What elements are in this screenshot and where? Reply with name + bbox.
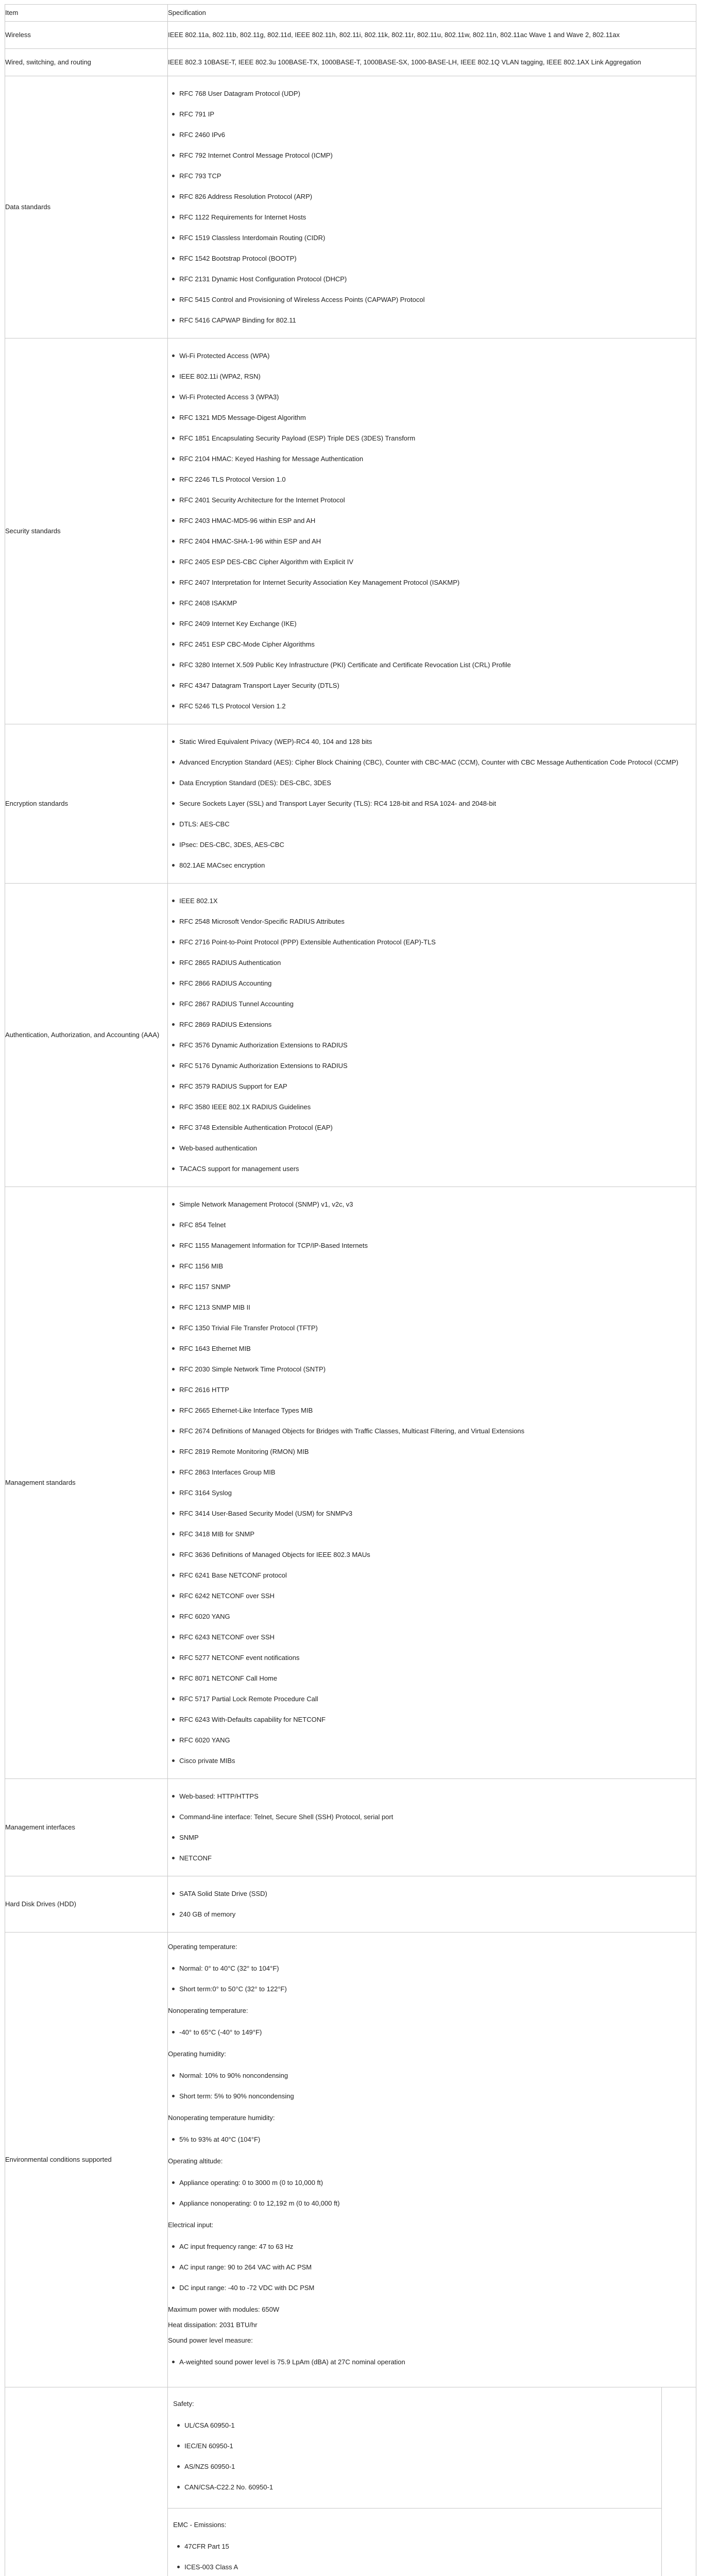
list-item: RFC 2866 RADIUS Accounting: [179, 973, 696, 994]
list-item: Command-line interface: Telnet, Secure Shell (SSH) Protocol, serial port: [179, 1807, 696, 1827]
condition-heading: Maximum power with modules: 650W: [168, 2306, 280, 2313]
list-item: RFC 2104 HMAC: Keyed Hashing for Message Authentication: [179, 449, 696, 469]
list-item: UL/CSA 60950-1: [184, 2415, 656, 2436]
list-item: RFC 3576 Dynamic Authorization Extensions to RADIUS: [179, 1035, 696, 1056]
spec-value: [168, 1779, 696, 1876]
list-item: RFC 6243 With-Defaults capability for NETCONF: [179, 1709, 696, 1730]
list-item: RFC 5717 Partial Lock Remote Procedure Call: [179, 1689, 696, 1709]
list-item: RFC 2460 IPv6: [179, 125, 696, 145]
list-item: RFC 2409 Internet Key Exchange (IKE): [179, 614, 696, 634]
bullet-list: [184, 2415, 656, 2498]
list-item: Cisco private MIBs: [179, 1751, 696, 1771]
list-item: RFC 2665 Ethernet-Like Interface Types MIB: [179, 1400, 696, 1421]
list-item: RFC 3414 User-Based Security Model (USM) for SNMPv3: [179, 1503, 696, 1524]
list-item: RFC 2716 Point-to-Point Protocol (PPP) Extensible Authentication Protocol (EAP)-TLS: [179, 932, 696, 953]
table-header-row: [5, 5, 696, 22]
compliance-group: [168, 2387, 661, 2509]
list-item: RFC 6242 NETCONF over SSH: [179, 1586, 696, 1606]
spec-value: [168, 724, 696, 884]
list-item: RFC 2863 Interfaces Group MIB: [179, 1462, 696, 1483]
spec-label: Management standards: [5, 1187, 168, 1779]
list-item: RFC 4347 Datagram Transport Layer Security (DTLS): [179, 675, 696, 696]
bullet-list: [179, 83, 696, 331]
bullet-list: [179, 2022, 696, 2043]
compliance-heading: Safety:: [173, 2400, 194, 2408]
list-item: Static Wired Equivalent Privacy (WEP)-RC4 40, 104 and 128 bits: [179, 732, 696, 752]
list-item: 5% to 93% at 40°C (104°F): [179, 2129, 696, 2150]
list-item: RFC 1321 MD5 Message-Digest Algorithm: [179, 408, 696, 428]
spec-value: [168, 1933, 696, 2387]
list-item: RFC 3418 MIB for SNMP: [179, 1524, 696, 1545]
bullet-list: [179, 2173, 696, 2214]
bullet-list: [179, 1884, 696, 1925]
bullet-list: [179, 346, 696, 717]
condition-heading: Nonoperating temperature:: [168, 2007, 248, 2014]
list-item: RFC 1157 SNMP: [179, 1277, 696, 1297]
bullet-list: [179, 732, 696, 876]
list-item: RFC 3748 Extensible Authentication Protocol (EAP): [179, 1117, 696, 1138]
list-item: RFC 3280 Internet X.509 Public Key Infrastructure (PKI) Certificate and Certificate Revocation List (CRL) Profile: [179, 655, 696, 675]
list-item: RFC 6020 YANG: [179, 1606, 696, 1627]
spec-row-regulatory: [5, 2387, 696, 2576]
list-item: RFC 2865 RADIUS Authentication: [179, 953, 696, 973]
bullet-list: [179, 1194, 696, 1771]
list-item: RFC 3636 Definitions of Managed Objects for IEEE 802.3 MAUs: [179, 1545, 696, 1565]
condition-heading: Nonoperating temperature humidity:: [168, 2114, 275, 2122]
spec-label: Hard Disk Drives (HDD): [5, 1876, 168, 1933]
list-item: RFC 791 IP: [179, 104, 696, 125]
list-item: RFC 2030 Simple Network Time Protocol (SNTP): [179, 1359, 696, 1380]
spec-value: [168, 2387, 662, 2576]
bullet-list: [179, 1958, 696, 1999]
spec-row-management-interfaces: [5, 1779, 696, 1876]
spec-text: IEEE 802.11a, 802.11b, 802.11g, 802.11d, IEEE 802.11h, 802.11i, 802.11k, 802.11r, 802.11u, 802.11w, 802.11n, 802.11ac Wave 1 and Wave 2, 802.11ax: [168, 31, 620, 39]
list-item: Short term:0° to 50°C (32° to 122°F): [179, 1979, 696, 1999]
list-item: RFC 2408 ISAKMP: [179, 593, 696, 614]
bullet-list: [179, 2129, 696, 2150]
spec-value: [168, 338, 696, 724]
list-item: Appliance operating: 0 to 3000 m (0 to 10,000 ft): [179, 2173, 696, 2193]
list-item: Normal: 0° to 40°C (32° to 104°F): [179, 1958, 696, 1979]
list-item: DC input range: -40 to -72 VDC with DC PSM: [179, 2278, 696, 2298]
spec-row-environment: [5, 1933, 696, 2387]
specifications-table: [5, 4, 696, 2576]
list-item: 802.1AE MACsec encryption: [179, 855, 696, 876]
spec-row-data-standards: [5, 76, 696, 338]
list-item: Web-based: HTTP/HTTPS: [179, 1786, 696, 1807]
list-item: RFC 1519 Classless Interdomain Routing (CIDR): [179, 228, 696, 248]
list-item: RFC 1156 MIB: [179, 1256, 696, 1277]
header-specification: Specification: [168, 5, 696, 22]
list-item: RFC 793 TCP: [179, 166, 696, 187]
list-item: RFC 2404 HMAC-SHA-1-96 within ESP and AH: [179, 531, 696, 552]
list-item: NETCONF: [179, 1848, 696, 1869]
list-item: ICES-003 Class A: [184, 2557, 656, 2576]
list-item: Normal: 10% to 90% noncondensing: [179, 2065, 696, 2086]
list-item: RFC 5176 Dynamic Authorization Extensions to RADIUS: [179, 1056, 696, 1076]
list-item: Appliance nonoperating: 0 to 12,192 m (0 to 40,000 ft): [179, 2193, 696, 2214]
list-item: RFC 1155 Management Information for TCP/IP-Based Internets: [179, 1235, 696, 1256]
list-item: RFC 2616 HTTP: [179, 1380, 696, 1400]
compliance-group: [168, 2509, 661, 2576]
list-item: RFC 1122 Requirements for Internet Hosts: [179, 207, 696, 228]
list-item: AC input range: 90 to 264 VAC with AC PSM: [179, 2257, 696, 2278]
condition-heading: Heat dissipation: 2031 BTU/hr: [168, 2321, 258, 2329]
list-item: RFC 5277 NETCONF event notifications: [179, 1648, 696, 1668]
list-item: Secure Sockets Layer (SSL) and Transport Layer Security (TLS): RC4 128-bit and RSA 1024- and 2048-bit: [179, 793, 696, 814]
list-item: RFC 2403 HMAC-MD5-96 within ESP and AH: [179, 511, 696, 531]
spec-value: [168, 76, 696, 338]
bullet-list: [184, 2536, 656, 2576]
list-item: Web-based authentication: [179, 1138, 696, 1159]
list-item: RFC 2131 Dynamic Host Configuration Protocol (DHCP): [179, 269, 696, 290]
list-item: IEEE 802.1X: [179, 891, 696, 911]
condition-heading: Electrical input:: [168, 2221, 214, 2229]
list-item: RFC 1542 Bootstrap Protocol (BOOTP): [179, 248, 696, 269]
spec-row-aaa: [5, 884, 696, 1187]
list-item: RFC 2246 TLS Protocol Version 1.0: [179, 469, 696, 490]
list-item: RFC 854 Telnet: [179, 1215, 696, 1235]
list-item: RFC 826 Address Resolution Protocol (ARP): [179, 187, 696, 207]
list-item: AS/NZS 60950-1: [184, 2456, 656, 2477]
spec-label: Wireless: [5, 22, 168, 49]
spec-value: [168, 1876, 696, 1933]
list-item: RFC 2674 Definitions of Managed Objects for Bridges with Traffic Classes, Multicast Filtering, and Virtual Extensions: [179, 1421, 696, 1442]
spec-row-hdd: [5, 1876, 696, 1933]
spec-label: Wired, switching, and routing: [5, 49, 168, 76]
list-item: RFC 5415 Control and Provisioning of Wireless Access Points (CAPWAP) Protocol: [179, 290, 696, 310]
list-item: TACACS support for management users: [179, 1159, 696, 1179]
list-item: RFC 2405 ESP DES-CBC Cipher Algorithm with Explicit IV: [179, 552, 696, 572]
list-item: CAN/CSA-C22.2 No. 60950-1: [184, 2477, 656, 2498]
list-item: Data Encryption Standard (DES): DES-CBC, 3DES: [179, 773, 696, 793]
bullet-list: [179, 2236, 696, 2298]
condition-heading: Operating humidity:: [168, 2050, 226, 2058]
spec-label: Data standards: [5, 76, 168, 338]
spec-label: Environmental conditions supported: [5, 1933, 168, 2387]
list-item: -40° to 65°C (-40° to 149°F): [179, 2022, 696, 2043]
list-item: Simple Network Management Protocol (SNMP) v1, v2c, v3: [179, 1194, 696, 1215]
compliance-heading: EMC - Emissions:: [173, 2521, 227, 2529]
list-item: RFC 2819 Remote Monitoring (RMON) MIB: [179, 1442, 696, 1462]
list-item: RFC 2407 Interpretation for Internet Security Association Key Management Protocol (ISAKMP): [179, 572, 696, 593]
list-item: RFC 2869 RADIUS Extensions: [179, 1014, 696, 1035]
spec-label: Encryption standards: [5, 724, 168, 884]
list-item: RFC 792 Internet Control Message Protocol (ICMP): [179, 145, 696, 166]
bullet-list: [179, 2065, 696, 2107]
bullet-list: [179, 2352, 696, 2372]
list-item: Wi-Fi Protected Access 3 (WPA3): [179, 387, 696, 408]
list-item: Wi-Fi Protected Access (WPA): [179, 346, 696, 366]
header-item: Item: [5, 5, 168, 22]
environment-blocks: [168, 1933, 696, 2387]
list-item: Short term: 5% to 90% noncondensing: [179, 2086, 696, 2107]
list-item: RFC 2867 RADIUS Tunnel Accounting: [179, 994, 696, 1014]
list-item: RFC 1213 SNMP MIB II: [179, 1297, 696, 1318]
spec-value: [168, 22, 696, 49]
list-item: RFC 2451 ESP CBC-Mode Cipher Algorithms: [179, 634, 696, 655]
list-item: IEC/EN 60950-1: [184, 2436, 656, 2456]
spec-row-wired: [5, 49, 696, 76]
list-item: 240 GB of memory: [179, 1904, 696, 1925]
list-item: IPsec: DES-CBC, 3DES, AES-CBC: [179, 835, 696, 855]
spec-label: Security standards: [5, 338, 168, 724]
condition-heading: Operating temperature:: [168, 1943, 237, 1951]
spec-value: [168, 1187, 696, 1779]
list-item: A-weighted sound power level is 75.9 LpAm (dBA) at 27C nominal operation: [179, 2352, 696, 2372]
list-item: SNMP: [179, 1827, 696, 1848]
condition-heading: Operating altitude:: [168, 2157, 223, 2165]
spec-value: [168, 49, 696, 76]
list-item: AC input frequency range: 47 to 63 Hz: [179, 2236, 696, 2257]
list-item: 47CFR Part 15: [184, 2536, 656, 2557]
list-item: RFC 5246 TLS Protocol Version 1.2: [179, 696, 696, 717]
list-item: RFC 3164 Syslog: [179, 1483, 696, 1503]
list-item: DTLS: AES-CBC: [179, 814, 696, 835]
spec-label: Authentication, Authorization, and Accounting (AAA): [5, 884, 168, 1187]
condition-heading: Sound power level measure:: [168, 2336, 253, 2344]
list-item: RFC 5416 CAPWAP Binding for 802.11: [179, 310, 696, 331]
spec-label: Management interfaces: [5, 1779, 168, 1876]
list-item: RFC 1643 Ethernet MIB: [179, 1338, 696, 1359]
list-item: RFC 6020 YANG: [179, 1730, 696, 1751]
list-item: IEEE 802.11i (WPA2, RSN): [179, 366, 696, 387]
spec-text: IEEE 802.3 10BASE-T, IEEE 802.3u 100BASE-TX, 1000BASE-T, 1000BASE-SX, 1000-BASE-LH, IEEE 802.1Q VLAN tagging, IEEE 802.1AX Link Aggregation: [168, 58, 641, 66]
list-item: RFC 2401 Security Architecture for the Internet Protocol: [179, 490, 696, 511]
bullet-list: [179, 891, 696, 1179]
bullet-list: [179, 1786, 696, 1869]
list-item: RFC 768 User Datagram Protocol (UDP): [179, 83, 696, 104]
list-item: RFC 6241 Base NETCONF protocol: [179, 1565, 696, 1586]
spec-row-wireless: [5, 22, 696, 49]
list-item: RFC 3580 IEEE 802.1X RADIUS Guidelines: [179, 1097, 696, 1117]
list-item: RFC 1350 Trivial File Transfer Protocol (TFTP): [179, 1318, 696, 1338]
spec-row-management-standards: [5, 1187, 696, 1779]
list-item: RFC 2548 Microsoft Vendor-Specific RADIUS Attributes: [179, 911, 696, 932]
list-item: RFC 8071 NETCONF Call Home: [179, 1668, 696, 1689]
list-item: RFC 3579 RADIUS Support for EAP: [179, 1076, 696, 1097]
list-item: RFC 1851 Encapsulating Security Payload (ESP) Triple DES (3DES) Transform: [179, 428, 696, 449]
spec-value: [168, 884, 696, 1187]
list-item: RFC 6243 NETCONF over SSH: [179, 1627, 696, 1648]
spec-row-encryption-standards: [5, 724, 696, 884]
list-item: SATA Solid State Drive (SSD): [179, 1884, 696, 1904]
compliance-class: [662, 2387, 696, 2576]
spec-row-security-standards: [5, 338, 696, 724]
spec-label: [5, 2387, 168, 2576]
list-item: Advanced Encryption Standard (AES): Cipher Block Chaining (CBC), Counter with CBC-MAC (CCM), Counter with CBC Message Authentication Code Protocol (CCMP): [179, 752, 696, 773]
